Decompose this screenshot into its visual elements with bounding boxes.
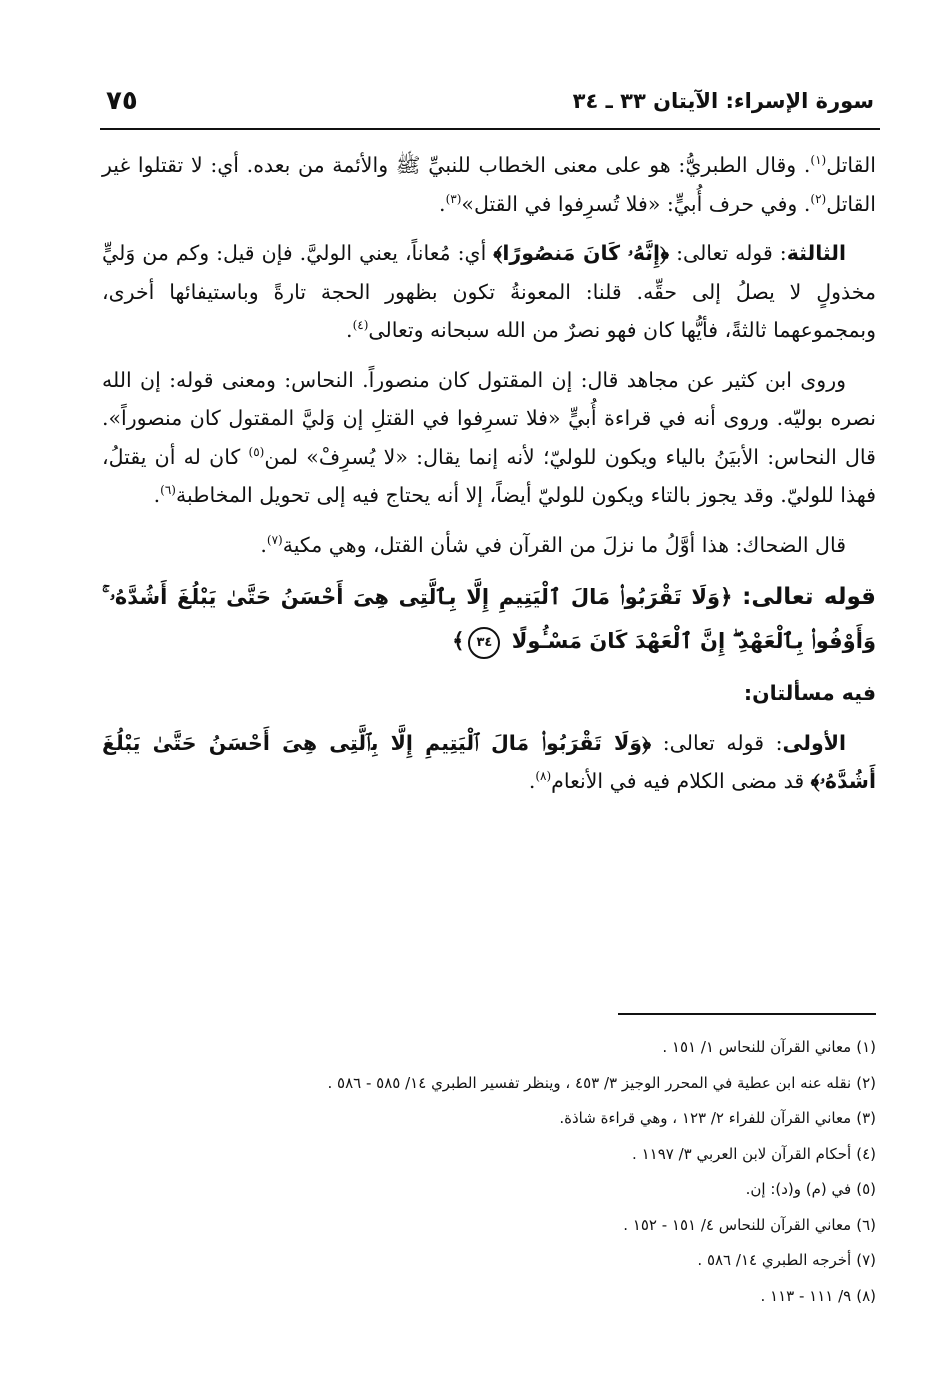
footnote-6 xyxy=(160,1208,876,1244)
text-run: قال الضحاك: هذا أوَّلُ ما نزلَ من القرآن في شأن القتل، وهي مكية xyxy=(282,532,846,557)
paragraph-third-issue xyxy=(102,234,876,350)
footnote-number: (٢) xyxy=(856,1073,876,1092)
text-run: كان له أن يقتلُ، فهذا للوليّ. وقد يجوز بالتاء ويكون للوليّ أيضاً، إلا أنه يحتاج فيه إلى تحويل المخاطبة xyxy=(102,444,876,507)
verse-lead: قوله تعالى: xyxy=(742,584,876,610)
footnote-8 xyxy=(160,1279,876,1315)
footnote-text: ٩/ ١١١ - ١١٣ . xyxy=(760,1286,852,1305)
quran-quote: ﴿وَلَا تَقْرَبُوا۟ مَالَ ٱلْيَتِيمِ إِلَّا بِٱلَّتِى هِىَ أَحْسَنُ حَتَّىٰ يَبْلُغَ أَشُدَّهُۥ﴾ xyxy=(102,730,876,793)
text-run: وروى ابن كثير عن مجاهد قال: إن المقتول كان منصوراً. النحاس: ومعنى قوله: إن الله نصره بوليّه. وروى أنه في قراءة أُبيٍّ «فلا تسرِفوا في القتلِ إن وَليَّ المقتول كان منصوراً». قال النحاس: الأبيَنُ بالياء ويكون للوليّ؛ لأنه إنما يقال: «لا يُسرِفْ» لمن xyxy=(102,367,876,469)
footnote-text: أحكام القرآن لابن العربي ٣/ ١١٩٧ . xyxy=(632,1144,852,1163)
ayah-number-marker: ٣٤ xyxy=(468,627,500,659)
footnote-ref: (١) xyxy=(810,153,827,168)
footnote-text: معاني القرآن للنحاس ١/ ١٥١ . xyxy=(662,1038,852,1056)
text-run: . xyxy=(528,769,536,793)
footnote-text: في (م) و(د): إن. xyxy=(745,1180,852,1198)
text-run: أي: مُعاناً، يعني الوليَّ. فإن قيل: وكم من وَليٍّ مخذولٍ لا يصلُ إلى حقِّه. قلنا: المعونةُ تكون بظهور الحجة تارةً وباستيفائها أخرى، وبمجموعهما ثالثةً، فأيُّها كان فهو نصرٌ من الله سبحانه وتعالى xyxy=(102,241,876,342)
text-run: القاتل xyxy=(826,153,876,177)
text-run: . xyxy=(346,318,353,342)
footnote-5 xyxy=(160,1172,876,1208)
paragraph-dahhak xyxy=(102,526,876,565)
text-run: . وقال الطبريُّ: هو على معنى الخطاب للنبيِّ ﷺ والأئمة من بعده. أي: لا تقتلوا غير القاتل xyxy=(102,153,876,216)
paragraph-qatil xyxy=(102,146,876,223)
text-run: . xyxy=(153,483,161,507)
footnote-text: نقله عنه ابن عطية في المحرر الوجيز ٣/ ٤٥٣ ، وينظر تفسير الطبري ١٤/ ٥٨٥ - ٥٨٦ . xyxy=(327,1073,852,1092)
text-run: قد مضى الكلام فيه في الأنعام xyxy=(551,769,811,793)
paragraph-first-issue xyxy=(102,724,876,801)
footnote-ref: (٦) xyxy=(160,483,176,498)
issue-heading-third: الثالثة xyxy=(786,241,846,265)
text-run: . xyxy=(260,532,267,557)
quran-bracket-close: ﴾ xyxy=(452,629,465,653)
text-run: : قوله تعالى: xyxy=(669,241,787,265)
text-run: . xyxy=(439,191,446,216)
footnote-text: معاني القرآن للفراء ٢/ ١٢٣ ، وهي قراءة شاذة. xyxy=(559,1109,852,1127)
footnote-number: (٦) xyxy=(856,1215,876,1234)
footnote-separator xyxy=(618,1013,876,1015)
footnote-ref: (٥) xyxy=(248,444,265,459)
footnote-text: معاني القرآن للنحاس ٤/ ١٥١ - ١٥٢ . xyxy=(623,1215,852,1234)
text-run: : قوله تعالى: xyxy=(651,730,783,755)
footnote-7 xyxy=(160,1243,876,1279)
running-title: سورة الإسراء: الآيتان ٣٣ ـ ٣٤ xyxy=(572,89,874,113)
quran-verse: ﴿وَلَا تَقْرَبُوا۟ مَالَ ٱلْيَتِيمِ إِلَّا بِٱلَّتِى هِىَ أَحْسَنُ حَتَّىٰ يَبْلُغَ أَشُدَّهُۥ ۚ وَأَوْفُوا۟ بِٱلْعَهْدِ ۖ إِنَّ ٱلْعَهْدَ كَانَ مَسْـُٔولًا xyxy=(102,585,876,653)
footnote-number: (٨) xyxy=(856,1286,876,1305)
footnote-ref: (٤) xyxy=(352,318,369,333)
footnote-1 xyxy=(160,1030,876,1066)
verse-block xyxy=(102,575,876,663)
footnote-number: (٣) xyxy=(856,1109,876,1127)
footnote-2 xyxy=(160,1066,876,1102)
footnote-number: (١) xyxy=(856,1038,876,1056)
footnote-ref: (٢) xyxy=(810,191,827,206)
footnote-4 xyxy=(160,1137,876,1173)
footnote-number: (٧) xyxy=(856,1251,876,1269)
text-run: . وفي حرف أُبيٍّ: «فلا تُسرِفوا في القتل» xyxy=(461,191,811,216)
footnote-number: (٥) xyxy=(856,1180,876,1198)
footnote-3 xyxy=(160,1101,876,1137)
issue-heading-first: الأولى xyxy=(782,730,846,755)
paragraph-ibn-kathir xyxy=(102,361,876,515)
footnotes xyxy=(160,1030,876,1314)
footnote-number: (٤) xyxy=(856,1144,876,1163)
page-number: ٧٥ xyxy=(106,86,138,116)
footnote-ref: (٣) xyxy=(445,191,462,206)
quran-quote: ﴿إِنَّهُۥ كَانَ مَنصُورًا﴾ xyxy=(493,241,670,265)
footnote-ref: (٨) xyxy=(535,769,552,784)
footnote-text: أخرجه الطبري ١٤/ ٥٨٦ . xyxy=(697,1251,852,1269)
section-subheading: فيه مسألتان: xyxy=(743,681,876,705)
main-text xyxy=(102,146,876,812)
footnote-ref: (٧) xyxy=(266,532,283,547)
page-header xyxy=(100,84,880,130)
